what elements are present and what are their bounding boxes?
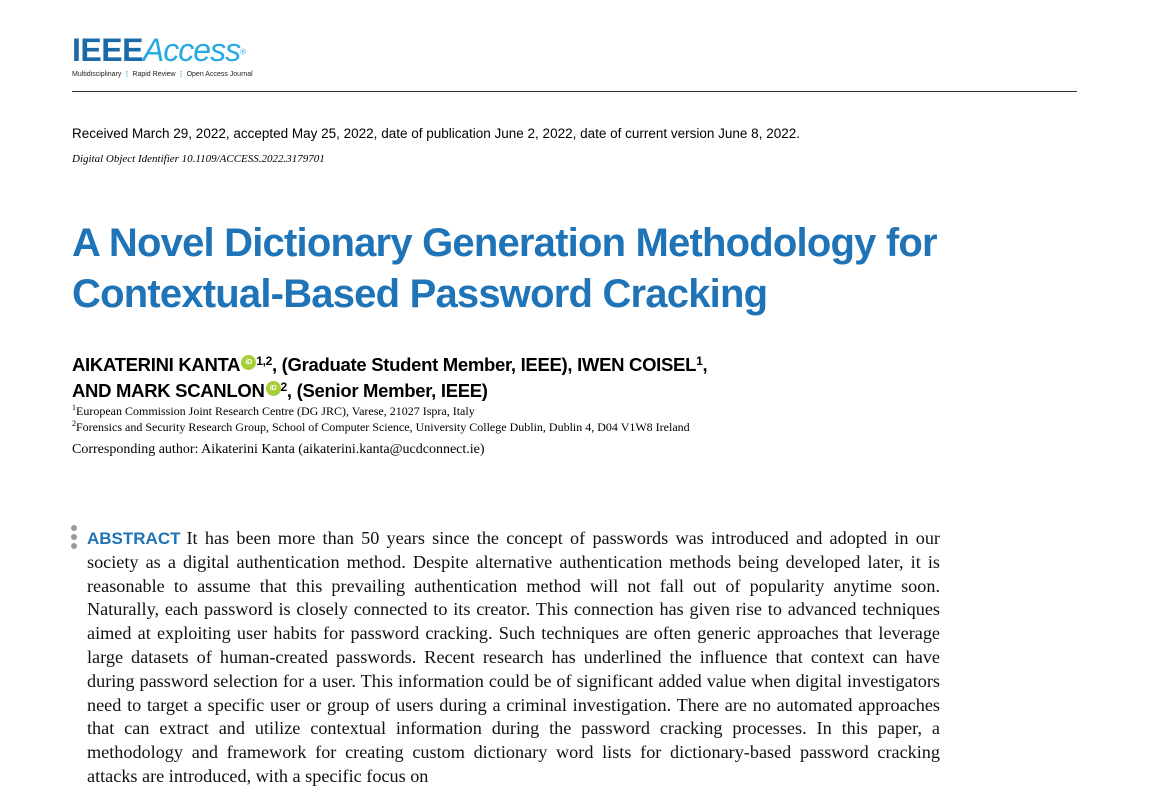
- author-text: ,: [702, 354, 708, 375]
- author-affil-sup: 1,2: [256, 354, 272, 368]
- affiliation-1: [72, 403, 475, 419]
- author-name: AIKATERINI KANTA: [72, 354, 241, 375]
- logo-wordmark: [72, 34, 332, 66]
- header-divider: [72, 91, 1077, 92]
- author-text: , (Graduate Student Member, IEEE), IWEN COISEL: [272, 354, 697, 375]
- logo-access-text: Access: [142, 32, 241, 68]
- tagline-item: Rapid Review: [132, 71, 176, 78]
- vertical-ellipsis-icon[interactable]: [71, 525, 79, 552]
- orcid-icon[interactable]: iD: [241, 355, 256, 370]
- doi-line: Digital Object Identifier 10.1109/ACCESS.2022.3179701: [72, 153, 325, 165]
- author-affil-sup: 1: [696, 354, 703, 368]
- author-name: AND MARK SCANLON: [72, 380, 265, 401]
- author-list: [72, 352, 832, 404]
- tagline-separator: ⋮: [123, 71, 131, 78]
- paper-title: [72, 218, 972, 320]
- tagline-item: Open Access Journal: [186, 71, 253, 78]
- affiliation-number: 2: [72, 419, 76, 428]
- tagline-item: Multidisciplinary: [72, 71, 122, 78]
- title-line-2: Contextual-Based Password Cracking: [72, 272, 768, 316]
- orcid-icon[interactable]: iD: [266, 381, 281, 396]
- affiliation-number: 1: [72, 403, 76, 412]
- title-line-1: A Novel Dictionary Generation Methodology for: [72, 221, 937, 265]
- received-dates: Received March 29, 2022, accepted May 25, 2022, date of publication June 2, 2022, date of current version June 8, 2022.: [72, 126, 800, 141]
- ieee-access-logo: [72, 34, 332, 82]
- author-affil-sup: 2: [280, 380, 287, 394]
- logo-tagline: [72, 70, 332, 78]
- corresponding-author: Corresponding author: Aikaterini Kanta (aikaterini.kanta@ucdconnect.ie): [72, 442, 485, 457]
- logo-trademark: ®: [240, 47, 246, 57]
- abstract-text: It has been more than 50 years since the concept of passwords was introduced and adopted in our society as a digital authentication method. Despite alternative authentication methods being developed later, it is reasonable to assume that this prevailing authentication method will not fall out of popularity anytime soon. Naturally, each password is closely connected to its creator. This connection has given rise to advanced techniques aimed at exploiting user habits for password cracking. Such techniques are often generic approaches that leverage large datasets of human-created passwords. Recent research has underlined the influence that context can have during password selection for a user. This information could be of significant added value when digital investigators need to target a specific user or group of users during a criminal investigation. There are no automated approaches that can extract and utilize contextual information during the password cracking processes. In this paper, a methodology and framework for creating custom dictionary word lists for dictionary-based password cracking attacks are introduced, with a specific focus on: [87, 528, 940, 786]
- affiliation-text: Forensics and Security Research Group, School of Computer Science, University College Dublin, Dublin 4, D04 V1W8 Ireland: [76, 420, 690, 434]
- abstract-label: ABSTRACT: [87, 529, 181, 548]
- author-text: , (Senior Member, IEEE): [286, 380, 488, 401]
- tagline-separator: ⋮: [177, 71, 185, 78]
- affiliation-2: [72, 419, 690, 435]
- affiliation-text: European Commission Joint Research Centre (DG JRC), Varese, 21027 Ispra, Italy: [76, 404, 475, 418]
- abstract: [87, 527, 940, 789]
- logo-ieee-text: IEEE: [72, 32, 143, 68]
